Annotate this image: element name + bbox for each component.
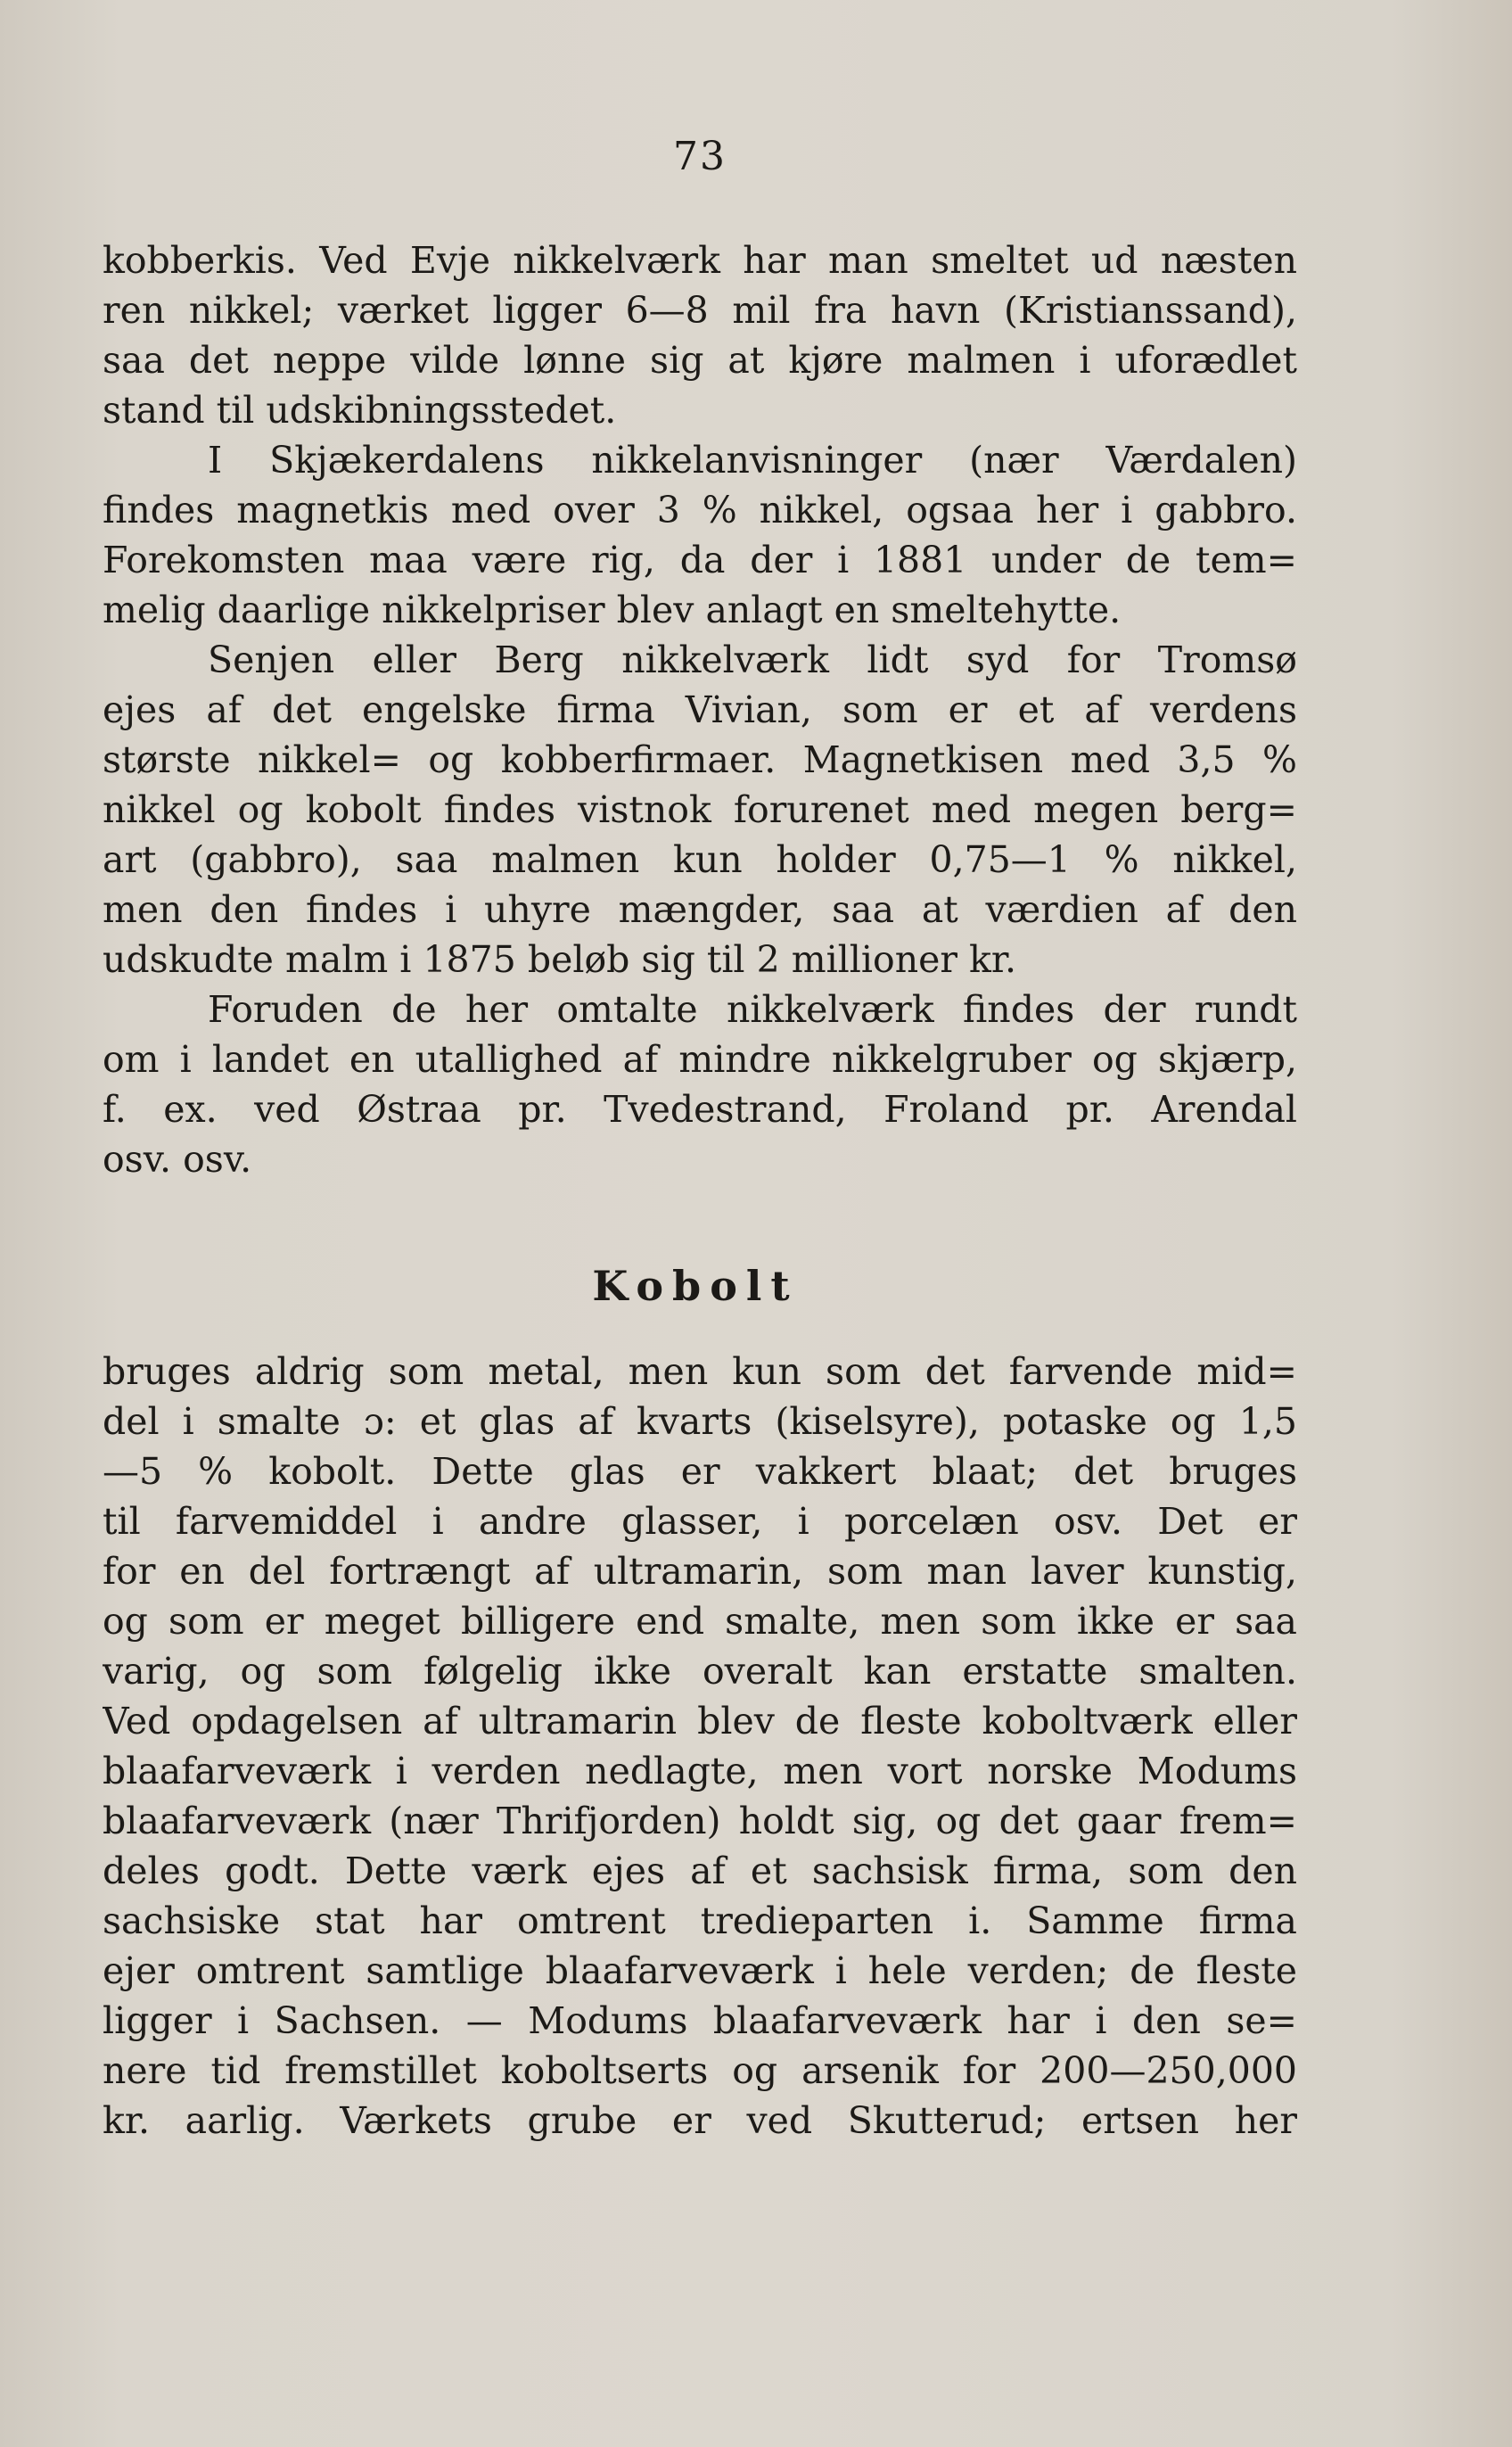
- text-line: og som er meget billigere end smalte, men som ikke er saa: [103, 1600, 1297, 1643]
- text-line: største nikkel= og kobberfirmaer. Magnetkisen med 3,5 %: [103, 738, 1297, 781]
- text-line: blaafarveværk (nær Thrifjorden) holdt sig, og det gaar frem=: [103, 1800, 1297, 1842]
- text-line: melig daarlige nikkelpriser blev anlagt en smeltehytte.: [103, 589, 1122, 631]
- text-line: Ved opdagelsen af ultramarin blev de fleste koboltværk eller: [103, 1700, 1297, 1743]
- text-line: til farvemiddel i andre glasser, i porcelæn osv. Det er: [103, 1500, 1297, 1543]
- text-line: bruges aldrig som metal, men kun som det farvende mid=: [103, 1350, 1297, 1393]
- text-line: om i landet en utallighed af mindre nikkelgruber og skjærp,: [103, 1038, 1297, 1081]
- text-line: I Skjækerdalens nikkelanvisninger (nær Værdalen): [208, 439, 1297, 482]
- text-line: ejes af det engelske firma Vivian, som er et af verdens: [103, 688, 1297, 731]
- text-line: del i smalte ɔ: et glas af kvarts (kiselsyre), potaske og 1,5: [103, 1400, 1297, 1443]
- text-line: findes magnetkis med over 3 % nikkel, ogsaa her i gabbro.: [103, 489, 1297, 531]
- text-line: Senjen eller Berg nikkelværk lidt syd for Tromsø: [208, 639, 1297, 681]
- text-line: blaafarveværk i verden nedlagte, men vort norske Modums: [103, 1750, 1297, 1792]
- text-line: nere tid fremstillet koboltserts og arsenik for 200—250,000: [103, 2049, 1297, 2092]
- text-line: nikkel og kobolt findes vistnok forurenet med megen berg=: [103, 788, 1297, 831]
- text-line: ligger i Sachsen. — Modums blaafarveværk har i den se=: [103, 1999, 1297, 2042]
- text-line: sachsiske stat har omtrent tredieparten i. Samme firma: [103, 1899, 1297, 1942]
- section-heading-kobolt: Kobolt: [592, 1262, 799, 1310]
- nikkel-section-text: [103, 235, 1297, 1184]
- text-line: kobberkis. Ved Evje nikkelværk har man smeltet ud næsten: [103, 239, 1297, 282]
- text-line: saa det neppe vilde lønne sig at kjøre malmen i uforædlet: [103, 339, 1297, 382]
- text-line: kr. aarlig. Værkets grube er ved Skutterud; ertsen her: [103, 2099, 1297, 2142]
- text-line: ren nikkel; værket ligger 6—8 mil fra havn (Kristianssand),: [103, 289, 1297, 332]
- text-line: deles godt. Dette værk ejes af et sachsisk firma, som den: [103, 1850, 1297, 1892]
- text-line: varig, og som følgelig ikke overalt kan erstatte smalten.: [103, 1650, 1297, 1693]
- text-line: for en del fortrængt af ultramarin, som man laver kunstig,: [103, 1550, 1297, 1593]
- text-line: ejer omtrent samtlige blaafarveværk i hele verden; de fleste: [103, 1949, 1297, 1992]
- kobolt-section-text: [103, 1347, 1297, 2146]
- text-line: udskudte malm i 1875 beløb sig til 2 millioner kr.: [103, 938, 1016, 981]
- text-line: f. ex. ved Østraa pr. Tvedestrand, Froland pr. Arendal: [103, 1088, 1297, 1131]
- text-line: Forekomsten maa være rig, da der i 1881 under de tem=: [103, 539, 1297, 581]
- text-line: stand til udskibningsstedet.: [103, 389, 617, 432]
- text-line: —5 % kobolt. Dette glas er vakkert blaat; det bruges: [103, 1450, 1297, 1493]
- text-line: osv. osv.: [103, 1138, 252, 1181]
- text-line: art (gabbro), saa malmen kun holder 0,75—1 % nikkel,: [103, 838, 1297, 881]
- page-number: 73: [673, 134, 727, 179]
- text-line: men den findes i uhyre mængder, saa at værdien af den: [103, 888, 1297, 931]
- text-line: Foruden de her omtalte nikkelværk findes der rundt: [208, 988, 1297, 1031]
